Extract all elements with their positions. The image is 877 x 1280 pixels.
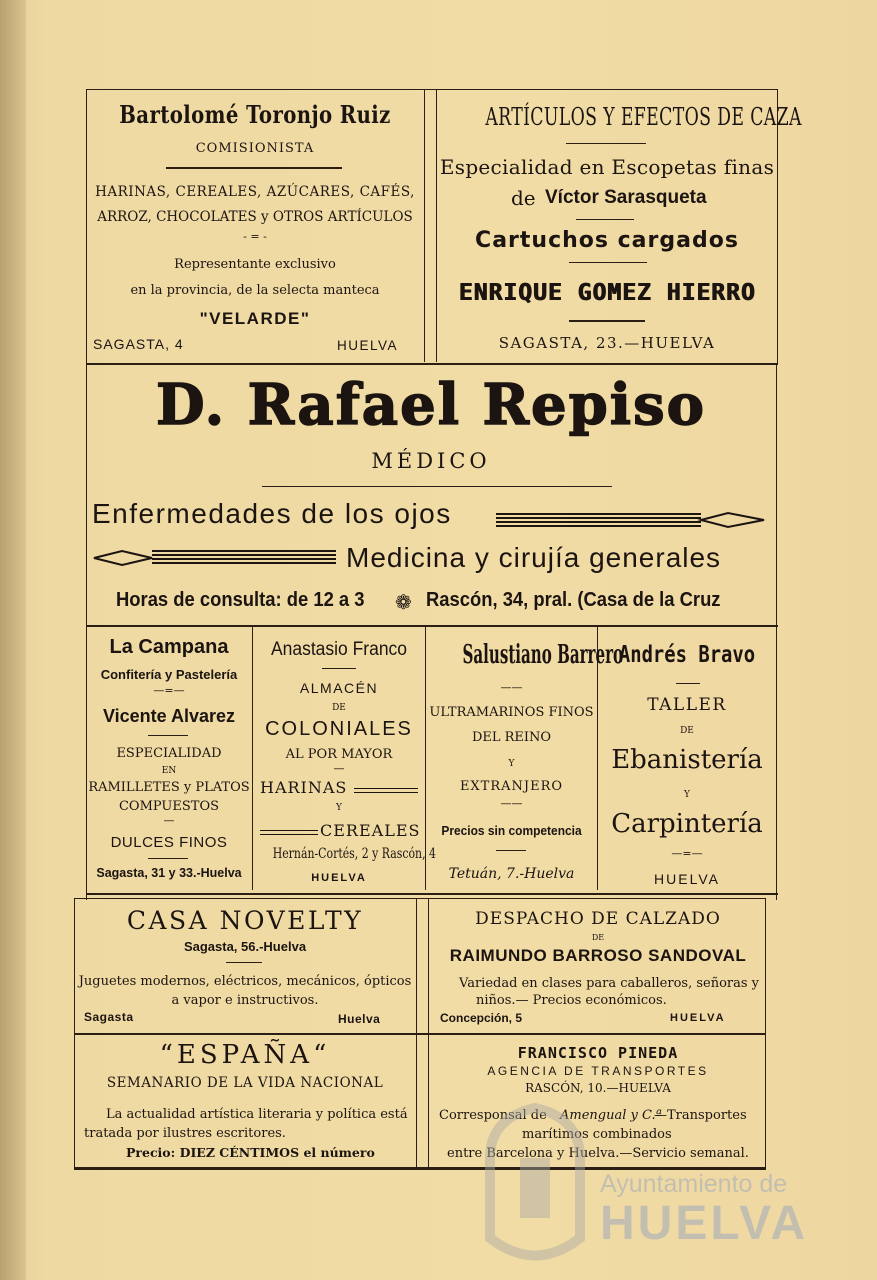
barrero-y: Y xyxy=(508,759,515,769)
pineda-line1-pre: Corresponsal de xyxy=(439,1108,547,1123)
bravo-rule xyxy=(676,683,700,684)
bravo-ebanisteria: Ebanistería xyxy=(611,745,763,775)
bravo-de: DE xyxy=(680,726,694,736)
bottom-mid-rule xyxy=(74,1033,766,1035)
top-divider-2 xyxy=(436,90,437,362)
calzado-line2: niños.— Precios económicos. xyxy=(476,993,667,1008)
crest-icon xyxy=(480,1098,590,1268)
barrero-line2: DEL REINO xyxy=(471,730,552,745)
caza-ornament-3 xyxy=(569,262,647,263)
franco-harinas: HARINAS xyxy=(260,778,348,797)
caza-line2-pre: de xyxy=(511,186,536,210)
franco-dash: — xyxy=(333,762,345,775)
toronjo-name: Bartolomé Toronjo Ruiz xyxy=(119,100,391,129)
campana-items-2: COMPUESTOS xyxy=(118,799,220,814)
barrero-precios: Precios sin competencia xyxy=(441,823,582,838)
campana-subtitle: Confitería y Pastelería xyxy=(100,667,238,682)
repiso-address: Rascón, 34, pral. (Casa de la Cruz xyxy=(426,589,721,611)
toronjo-goods-2: ARROZ, CHOCOLATES y OTROS ARTÍCULOS xyxy=(97,209,413,225)
caza-line2-name: Víctor Sarasqueta xyxy=(545,187,707,208)
calzado-foot-left: Concepción, 5 xyxy=(440,1011,523,1025)
caza-ornament-2 xyxy=(576,219,634,220)
pineda-address: RASCÓN, 10.—HUELVA xyxy=(525,1081,671,1095)
novelty-title: CASA NOVELTY xyxy=(126,906,364,935)
calzado-title: DESPACHO DE CALZADO xyxy=(475,909,721,929)
franco-cereales: CEREALES xyxy=(320,821,421,840)
caza-cartuchos: Cartuchos cargados xyxy=(475,228,739,253)
toronjo-rep-2: en la provincia, de la selecta manteca xyxy=(130,283,380,298)
espana-line1: La actualidad artística literaria y política está xyxy=(106,1107,408,1122)
toronjo-rep-1: Representante exclusivo xyxy=(174,257,336,272)
toronjo-rule xyxy=(166,167,342,169)
novelty-rule xyxy=(226,962,262,963)
watermark-line1: Ayuntamiento de xyxy=(600,1170,788,1198)
franco-rule xyxy=(322,668,356,669)
toronjo-address-right: HUELVA xyxy=(337,338,399,353)
campana-address: Sagasta, 31 y 33.-Huelva xyxy=(96,866,242,880)
caza-line1: Especialidad en Escopetas finas xyxy=(439,155,775,179)
caza-title: ARTÍCULOS Y EFECTOS DE CAZA xyxy=(485,103,802,131)
pineda-name: FRANCISCO PINEDA xyxy=(517,1044,679,1062)
watermark-line2: HUELVA xyxy=(600,1197,809,1250)
toronjo-address-left: SAGASTA, 4 xyxy=(93,336,184,352)
campana-items-1: RAMILLETES y PLATOS xyxy=(88,780,250,795)
top-divider xyxy=(424,90,425,362)
repiso-rule xyxy=(262,486,612,487)
toronjo-role: COMISIONISTA xyxy=(195,141,315,156)
caza-address: SAGASTA, 23.—HUELVA xyxy=(498,334,716,352)
calzado-owner: RAIMUNDO BARROSO SANDOVAL xyxy=(449,946,747,965)
espana-subtitle: SEMANARIO DE LA VIDA NACIONAL xyxy=(106,1075,384,1091)
pineda-line3: entre Barcelona y Huelva.—Servicio semanal. xyxy=(447,1146,749,1161)
campana-rule-2 xyxy=(148,858,188,859)
barrero-name: Salustiano Barrero xyxy=(462,640,624,670)
campana-rule xyxy=(148,735,188,736)
pineda-line1-post: —Transportes xyxy=(654,1108,747,1123)
campana-en: EN xyxy=(161,766,177,776)
franco-name: Anastasio Franco xyxy=(270,639,408,660)
repiso-name: D. Rafael Repiso xyxy=(156,372,706,438)
col-divider-1 xyxy=(252,626,253,890)
campana-sep: —=— xyxy=(153,684,185,697)
novelty-foot-right: Huelva xyxy=(338,1012,381,1026)
franco-coloniales: COLONIALES xyxy=(265,718,413,740)
campana-dash: — xyxy=(163,814,175,827)
franco-cereales-rule xyxy=(260,830,318,835)
barrero-dash: —— xyxy=(500,681,523,694)
caza-rule xyxy=(569,320,645,322)
barrero-dash-2: —— xyxy=(500,797,523,810)
bravo-city: HUELVA xyxy=(654,871,720,887)
right-edge-rule xyxy=(776,363,777,900)
campana-title: La Campana xyxy=(109,636,229,658)
franco-de: DE xyxy=(332,703,346,713)
row3-bottom-rule xyxy=(86,893,778,895)
campana-dulces: DULCES FINOS xyxy=(110,834,228,851)
espana-line2: tratada por ilustres escritores. xyxy=(84,1126,286,1141)
repiso-top-rule xyxy=(86,363,778,365)
flower-icon: ❁ xyxy=(395,590,412,614)
barrero-rule xyxy=(496,850,526,851)
row3-top-rule xyxy=(86,625,778,627)
calzado-line1: Variedad en clases para caballeros, señoras y xyxy=(459,976,760,991)
franco-y: Y xyxy=(336,803,342,813)
repiso-line1: Enfermedades de los ojos xyxy=(92,498,452,529)
barrero-line1: ULTRAMARINOS FINOS xyxy=(429,705,594,720)
espana-title: “ESPAÑA“ xyxy=(159,1040,331,1070)
bravo-y: Y xyxy=(684,790,690,800)
novelty-address: Sagasta, 56.-Huelva xyxy=(183,939,307,954)
repiso-line2: Medicina y cirujía generales xyxy=(346,542,722,573)
franco-mayor: AL POR MAYOR xyxy=(285,747,393,762)
espana-price: Precio: DIEZ CÉNTIMOS el número xyxy=(126,1145,375,1160)
franco-almacen: ALMACÉN xyxy=(299,680,379,696)
caza-ornament-1 xyxy=(566,143,646,148)
bravo-carpinteria: Carpintería xyxy=(611,809,763,839)
franco-harinas-rule xyxy=(354,788,418,793)
franco-city: HUELVA xyxy=(311,872,367,884)
bravo-name: Andrés Bravo xyxy=(618,642,756,668)
repiso-hours: Horas de consulta: de 12 a 3 xyxy=(116,589,365,611)
book-spine-shadow xyxy=(0,0,26,1280)
repiso-ornament-left xyxy=(92,546,342,570)
calzado-foot-right: HUELVA xyxy=(670,1012,726,1024)
novelty-line1: Juguetes modernos, eléctricos, mecánicos, ópticos xyxy=(78,974,412,989)
barrero-address: Tetuán, 7.-Huelva xyxy=(448,866,575,882)
novelty-line2: a vapor e instructivos. xyxy=(171,993,319,1008)
toronjo-goods-1: HARINAS, CEREALES, AZÚCARES, CAFÉS, xyxy=(95,184,415,200)
pineda-agency: AGENCIA DE TRANSPORTES xyxy=(487,1064,709,1078)
calzado-de: DE xyxy=(591,933,605,942)
pineda-line1-name: Amengual y C.ª xyxy=(560,1108,662,1123)
campana-owner: Vicente Alvarez xyxy=(102,706,236,726)
campana-spec: ESPECIALIDAD xyxy=(116,746,222,761)
barrero-line3: EXTRANJERO xyxy=(459,779,564,794)
pineda-line2: marítimos combinados xyxy=(522,1127,672,1142)
repiso-ornament-right xyxy=(496,508,766,532)
caza-owner: ENRIQUE GOMEZ HIERRO xyxy=(458,280,756,306)
bravo-taller: TALLER xyxy=(647,695,727,715)
novelty-foot-left: Sagasta xyxy=(84,1010,134,1024)
repiso-role: MÉDICO xyxy=(371,449,491,473)
bravo-sep: —=— xyxy=(671,847,703,860)
franco-address: Hernán-Cortés, 2 y Rascón, 4 xyxy=(272,846,436,862)
toronjo-sep: - = - xyxy=(243,230,267,243)
toronjo-brand: "VELARDE" xyxy=(199,309,311,328)
